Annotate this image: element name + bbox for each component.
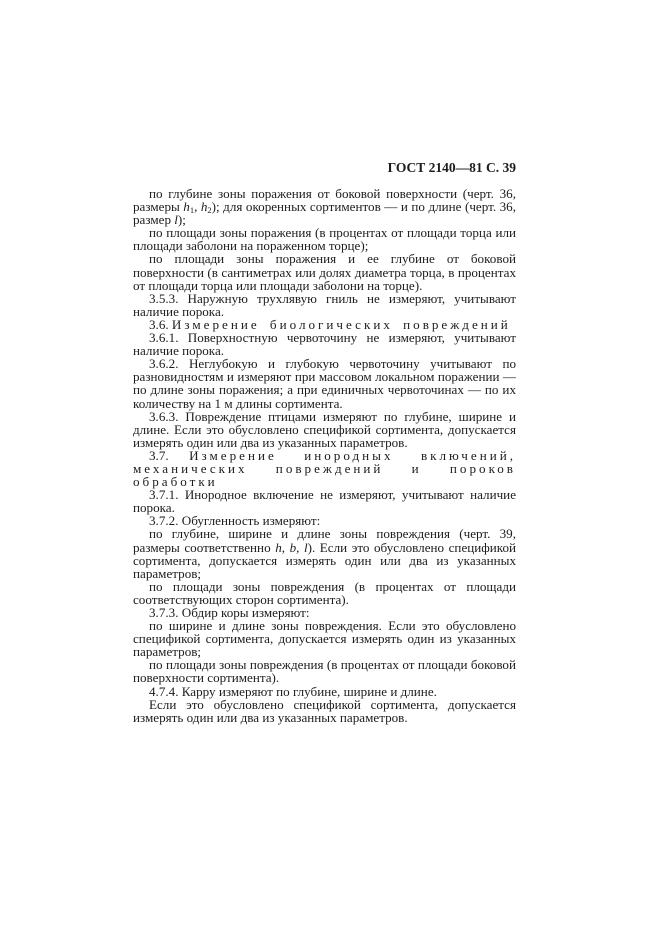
paragraph-area-of-damage-zone: по площади зоны поражения (в процентах от площади торца или площади заболони на пораженном торце); <box>133 225 516 254</box>
paragraph-final-note: Если это обусловлено спецификой сортимента, допускается измерять один или два из указанных параметров. <box>133 696 516 725</box>
section-heading-3-7: 3.7. Измерение инородных включений, механических повреждений и пороков обработки <box>133 447 516 490</box>
paragraph-3-5-3: 3.5.3. Наружную трухлявую гниль не измеряют, учитывают наличие порока. <box>133 290 516 319</box>
running-head: ГОСТ 2140—81 С. 39 <box>387 160 516 175</box>
paragraph-4-7-4: 4.7.4. Карру измеряют по глубине, ширине и длине. <box>149 683 437 699</box>
paragraph-bark-strip-dimensions: по ширине и длине зоны повреждения. Если это обусловлено спецификой сортимента, допускается измерять один из указанных параметров; <box>133 618 516 660</box>
paragraph-area-and-depth: по площади зоны поражения и ее глубине от боковой поверхности (в сантиметрах или долях диаметра торца, в процентах от площади торца или площади заболони на торце). <box>133 251 516 293</box>
paragraph-3-7-1: 3.7.1. Инородное включение не измеряют, учитывают наличие порока. <box>133 487 516 516</box>
paragraph-charring-area: по площади зоны повреждения (в процентах от площади соответствующих сторон сортимента). <box>133 578 516 607</box>
paragraph-bark-strip-area: по площади зоны повреждения (в процентах от площади боковой поверхности сортимента). <box>133 657 516 686</box>
paragraph-3-6-2: 3.6.2. Неглубокую и глубокую червоточину учитывают по разновидностям и измеряют при массовом локальном поражении — по длине зоны поражения; а при единичных червоточинах — по их количеству на 1 м длины сортимента. <box>133 356 516 411</box>
paragraph-depth-of-damage-zone: по глубине зоны поражения от боковой поверхности (черт. 36, размеры $h_1$, $h_2$); для окоренных сортиментов — и по длине (черт. 36, размер l); <box>133 186 516 228</box>
paragraph-3-7-3: 3.7.3. Обдир коры измеряют: <box>149 605 310 620</box>
paragraph-3-6-1: 3.6.1. Поверхностную червоточину не измеряют, учитывают наличие порока. <box>133 330 516 359</box>
document-body <box>133 187 516 724</box>
paragraph-3-6-3: 3.6.3. Повреждение птицами измеряют по глубине, ширине и длине. Если это обусловлено спецификой сортимента, допускается измерять один или два из указанных параметров. <box>133 408 516 450</box>
paragraph-3-7-2: 3.7.2. Обугленность измеряют: <box>149 513 321 529</box>
section-heading-3-6: 3.6. Измерение биологических повреждений <box>149 316 511 332</box>
paragraph-charring-dimensions: по глубине, ширине и длине зоны повреждения (черт. 39, размеры соответственно h, b, l). Если это обусловлено спецификой сортимента, допускается измерять один или два из указанных параметров; <box>133 526 517 581</box>
